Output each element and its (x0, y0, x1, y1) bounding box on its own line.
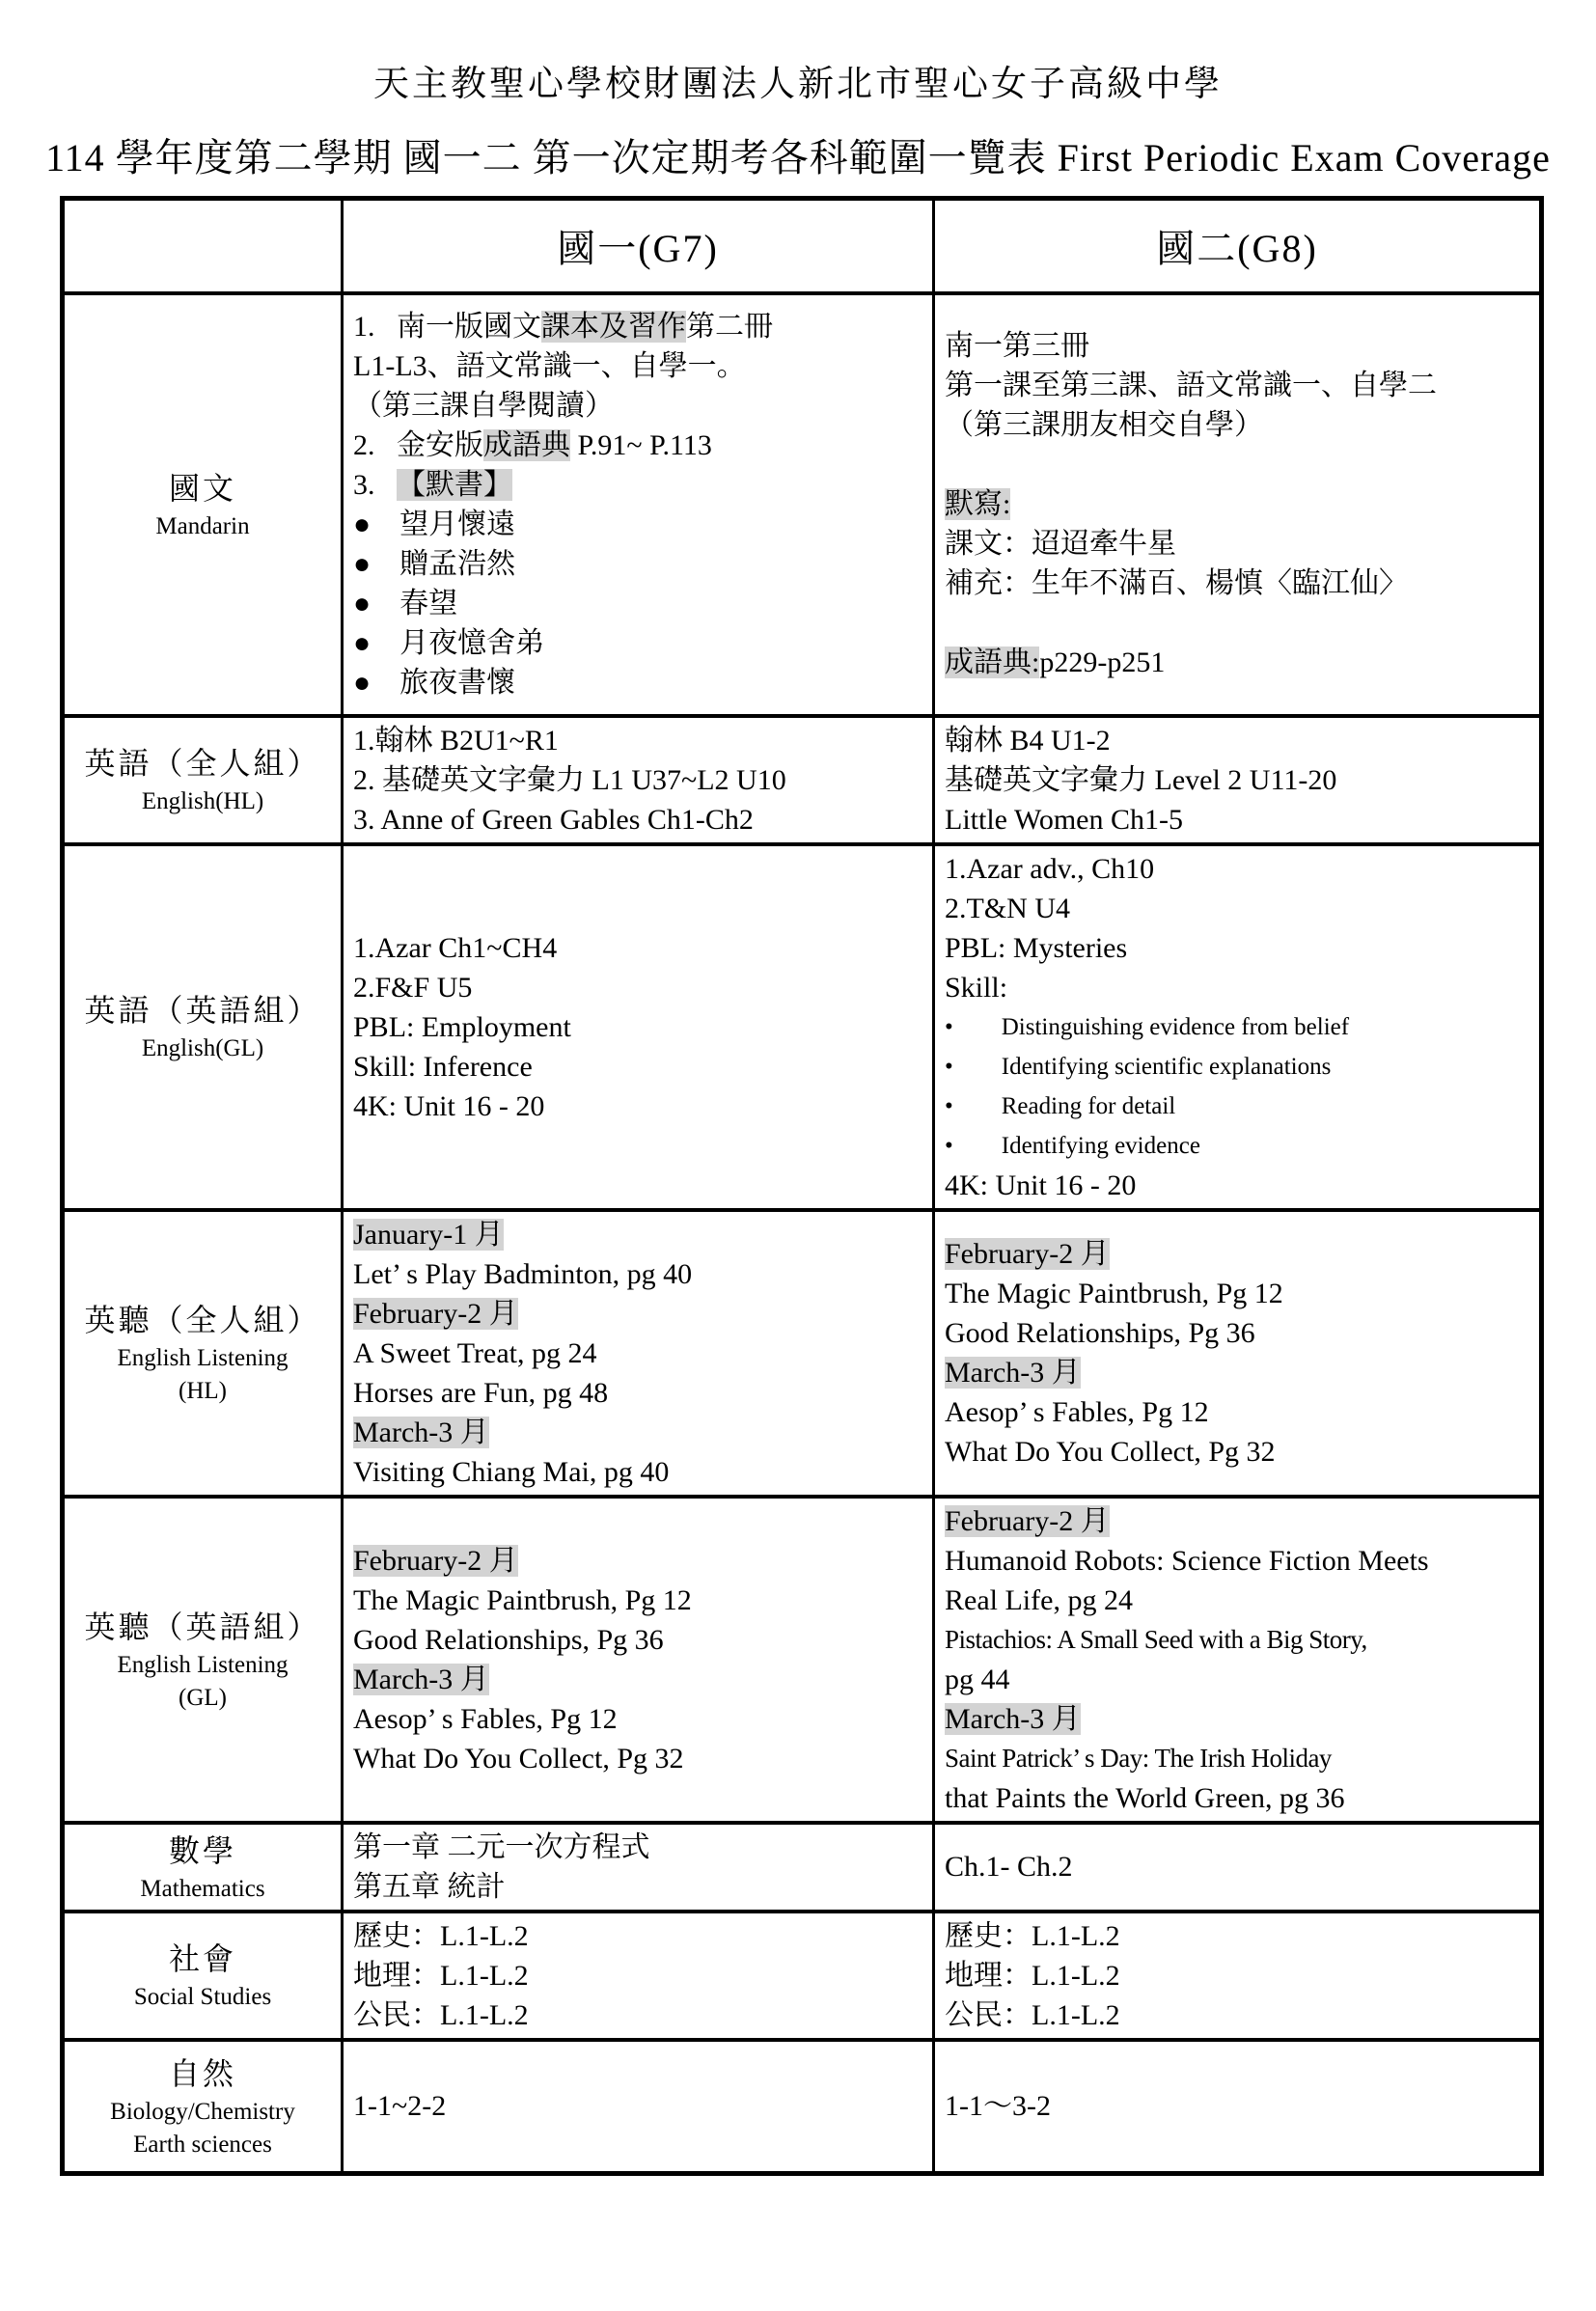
text-line (945, 643, 1529, 682)
text-line (353, 544, 922, 584)
text-line (353, 1699, 922, 1739)
text-segment: 1.翰林 B2U1~R1 (353, 724, 559, 757)
text-segment: 4K: Unit 16 - 20 (353, 1089, 545, 1122)
school-title: 天主教聖心學校財團法人新北市聖心女子高級中學 (373, 65, 1223, 104)
text-line (945, 2086, 1529, 2126)
subject-en-label: Earth sciences (133, 2131, 272, 2158)
subject-cell-english-gl (63, 844, 343, 1210)
text-segment: What Do You Collect, Pg 32 (945, 1436, 1276, 1468)
highlighted-text: March-3 月 (945, 1357, 1081, 1389)
text-segment: • Distinguishing evidence from belief (945, 1013, 1350, 1040)
cell-math-g8 (934, 1823, 1542, 1912)
text-line (945, 928, 1529, 968)
text-segment: ● 月夜憶舍弟 (353, 626, 545, 659)
text-segment: 4K: Unit 16 - 20 (945, 1169, 1137, 1201)
highlighted-text: January-1 月 (353, 1218, 504, 1251)
text-line (353, 426, 922, 465)
text-segment: 2. 基礎英文字彙力 L1 U37~L2 U10 (353, 763, 786, 796)
header-row (63, 199, 1542, 293)
subject-cell-science (63, 2040, 343, 2174)
text-segment: Ch.1- Ch.2 (945, 1851, 1073, 1883)
text-segment: 公民：L.1-L.2 (945, 1998, 1120, 2031)
text-line (353, 1047, 922, 1087)
subject-zh-label: 社會 (168, 1941, 236, 1976)
cell-mandarin-g8 (934, 293, 1542, 716)
highlighted-text: March-3 月 (945, 1702, 1081, 1735)
text-line (353, 721, 922, 760)
table-row-mandarin (63, 293, 1542, 716)
table-row-social (63, 1912, 1542, 2040)
subject-zh-label: 英語（英語組） (84, 993, 321, 1028)
text-line (945, 1087, 1529, 1126)
subject-cell-social (63, 1912, 343, 2040)
table-row-listening-gl (63, 1497, 1542, 1823)
text-segment: Visiting Chiang Mai, pg 40 (353, 1455, 670, 1488)
text-line (945, 484, 1529, 524)
cell-mandarin-g7 (343, 293, 934, 716)
text-segment: Humanoid Robots: Science Fiction Meets (945, 1544, 1429, 1577)
subject-en-label: Social Studies (133, 1984, 272, 2010)
text-line (353, 1294, 922, 1334)
subject-zh-label: 數學 (168, 1832, 236, 1868)
cell-english-hl-g8 (934, 716, 1542, 844)
subject-cell-listening-hl (63, 1210, 343, 1497)
text-segment: Skill: Inference (353, 1050, 533, 1083)
text-line (945, 1313, 1529, 1353)
text-line (353, 928, 922, 968)
highlighted-text: 【默書】 (397, 468, 512, 501)
text-segment: 3. (353, 468, 397, 501)
text-segment: Horses are Fun, pg 48 (353, 1376, 609, 1409)
cell-social-g8 (934, 1912, 1542, 2040)
text-line (353, 505, 922, 544)
text-line (353, 1660, 922, 1699)
text-segment: （第三課自學閱讀） (353, 389, 614, 422)
text-line (353, 584, 922, 623)
doc-title: 114 學年度第二學期 國一二 第一次定期考各科範圍一覽表 First Periodic Exam Coverage (45, 136, 1551, 179)
text-segment: Skill: (945, 971, 1008, 1004)
text-line (945, 1699, 1529, 1739)
subject-en-label: (GL) (179, 1684, 227, 1711)
table-row-science (63, 2040, 1542, 2174)
cell-science-g8 (934, 2040, 1542, 2174)
text-segment: 補充：生年不滿百、楊慎〈臨江仙〉 (945, 567, 1408, 599)
text-segment: 1. 南一版國文 (353, 310, 541, 343)
text-segment: 地理：L.1-L.2 (945, 1959, 1120, 1992)
subject-en-label: Biology/Chemistry (110, 2098, 295, 2125)
text-line (353, 1995, 922, 2035)
cell-listening-gl-g8 (934, 1497, 1542, 1823)
text-line (353, 968, 922, 1007)
text-segment: Let’ s Play Badminton, pg 40 (353, 1257, 693, 1290)
text-segment: Good Relationships, Pg 36 (945, 1317, 1255, 1349)
text-line (353, 307, 922, 346)
text-segment: 1-1～3-2 (945, 2090, 1051, 2123)
text-segment: 基礎英文字彙力 Level 2 U11-20 (945, 763, 1337, 796)
text-segment: ● 春望 (353, 587, 458, 619)
text-segment: PBL: Mysteries (945, 931, 1128, 964)
text-line (945, 968, 1529, 1007)
text-line (945, 1847, 1529, 1886)
subject-cell-math (63, 1823, 343, 1912)
text-line (945, 1581, 1529, 1620)
text-segment: The Magic Paintbrush, Pg 12 (353, 1583, 692, 1616)
text-segment: 2.T&N U4 (945, 892, 1070, 924)
text-line (945, 1432, 1529, 1472)
highlighted-text: March-3 月 (353, 1663, 489, 1695)
highlighted-text: February-2 月 (945, 1238, 1110, 1270)
text-segment: pg 44 (945, 1663, 1010, 1695)
text-segment: 翰林 B4 U1-2 (945, 724, 1111, 757)
text-segment: Little Women Ch1-5 (945, 803, 1184, 836)
text-segment: 南一第三冊 (945, 330, 1089, 362)
text-line (945, 1995, 1529, 2035)
text-segment: Real Life, pg 24 (945, 1583, 1133, 1616)
highlighted-text: 課本及習作 (541, 310, 686, 343)
highlighted-text: 成語典: (945, 647, 1040, 678)
text-segment: Good Relationships, Pg 36 (353, 1623, 664, 1656)
text-segment: 1.Azar adv., Ch10 (945, 852, 1155, 885)
text-line (353, 1620, 922, 1660)
text-segment: 歷史：L.1-L.2 (945, 1919, 1120, 1952)
text-segment: 3. Anne of Green Gables Ch1-Ch2 (353, 803, 754, 836)
text-line (353, 760, 922, 800)
highlighted-text: February-2 月 (945, 1504, 1110, 1537)
text-line (945, 603, 1529, 643)
text-segment: What Do You Collect, Pg 32 (353, 1742, 684, 1775)
text-segment: 歷史：L.1-L.2 (353, 1919, 529, 1952)
cell-listening-hl-g7 (343, 1210, 934, 1497)
text-line (353, 623, 922, 663)
text-line (945, 760, 1529, 800)
subject-zh-label: 自然 (168, 2055, 236, 2091)
text-line (945, 1778, 1529, 1818)
text-segment: Aesop’ s Fables, Pg 12 (945, 1396, 1209, 1428)
text-line (945, 721, 1529, 760)
highlighted-text: 成語典 (483, 428, 570, 461)
text-segment: p229-p251 (1039, 647, 1166, 678)
table-row-english-hl (63, 716, 1542, 844)
subject-en-label: English(HL) (141, 788, 264, 814)
text-segment: 地理：L.1-L.2 (353, 1959, 529, 1992)
text-line (945, 326, 1529, 366)
text-segment: ● 望月懷遠 (353, 508, 516, 540)
text-segment: Aesop’ s Fables, Pg 12 (353, 1702, 618, 1735)
text-segment: ● 贈孟浩然 (353, 547, 516, 580)
text-segment: Pistachios: A Small Seed with a Big Story, (945, 1624, 1367, 1654)
subject-zh-label: 國文 (168, 470, 236, 506)
header-g8: 國二(G8) (934, 199, 1542, 293)
highlighted-text: March-3 月 (353, 1416, 489, 1448)
text-segment: （第三課朋友相交自學） (945, 409, 1263, 441)
text-line (353, 1087, 922, 1126)
text-line (945, 1166, 1529, 1205)
subject-en-label: (HL) (179, 1378, 227, 1404)
cell-english-gl-g8 (934, 844, 1542, 1210)
text-line (945, 800, 1529, 839)
text-segment: 公民：L.1-L.2 (353, 1998, 529, 2031)
highlighted-text: 默寫: (945, 488, 1011, 520)
text-line (945, 1047, 1529, 1087)
subject-zh-label: 英聽（英語組） (84, 1609, 321, 1644)
text-segment: • Reading for detail (945, 1092, 1176, 1119)
text-segment: P.91~ P.113 (570, 428, 712, 461)
text-line (945, 1274, 1529, 1313)
cell-english-hl-g7 (343, 716, 934, 844)
cell-listening-gl-g7 (343, 1497, 934, 1823)
text-line (945, 1126, 1529, 1166)
cell-science-g7 (343, 2040, 934, 2174)
text-segment: that Paints the World Green, pg 36 (945, 1781, 1345, 1814)
subject-cell-mandarin (63, 293, 343, 716)
subject-zh-label: 英語（全人組） (84, 746, 321, 781)
header-g7: 國一(G7) (343, 199, 934, 293)
text-segment: 2. 金安版 (353, 428, 483, 461)
subject-en-label: Mandarin (155, 512, 250, 539)
cell-math-g7 (343, 1823, 934, 1912)
text-segment: Saint Patrick’ s Day: The Irish Holiday (945, 1743, 1332, 1773)
text-line (353, 1541, 922, 1581)
highlighted-text: February-2 月 (353, 1297, 518, 1330)
text-segment: The Magic Paintbrush, Pg 12 (945, 1278, 1283, 1309)
text-line (353, 1215, 922, 1254)
cell-social-g7 (343, 1912, 934, 2040)
text-line (353, 1867, 922, 1907)
text-line (353, 1007, 922, 1047)
text-segment: 1.Azar Ch1~CH4 (353, 931, 558, 964)
text-line (353, 1581, 922, 1620)
text-line (945, 1739, 1529, 1778)
text-line (945, 524, 1529, 564)
text-line (353, 1739, 922, 1778)
header-corner-cell (63, 199, 343, 293)
text-line (945, 564, 1529, 603)
subject-en-label: English(GL) (141, 1035, 264, 1061)
text-line (353, 1413, 922, 1452)
text-line (945, 1956, 1529, 1995)
text-line (945, 1541, 1529, 1581)
subject-cell-english-hl (63, 716, 343, 844)
table-row-english-gl (63, 844, 1542, 1210)
text-line (945, 445, 1529, 484)
text-line (945, 1234, 1529, 1274)
text-line (945, 1620, 1529, 1660)
text-line (945, 1501, 1529, 1541)
text-line (353, 800, 922, 839)
text-line (945, 889, 1529, 928)
text-segment: ● 旅夜書懷 (353, 666, 516, 699)
text-line (945, 1916, 1529, 1956)
text-segment: • Identifying evidence (945, 1132, 1200, 1159)
text-line (353, 1254, 922, 1294)
exam-coverage-table (60, 196, 1544, 2176)
table-row-listening-hl (63, 1210, 1542, 1497)
text-line (353, 663, 922, 702)
text-line (945, 849, 1529, 889)
text-line (945, 1007, 1529, 1047)
text-line (353, 1916, 922, 1956)
highlighted-text: February-2 月 (353, 1544, 518, 1577)
text-line (353, 1452, 922, 1492)
text-line (353, 465, 922, 505)
text-segment: 第一章 二元一次方程式 (353, 1830, 650, 1863)
text-line (353, 1373, 922, 1413)
text-line (353, 1956, 922, 1995)
text-segment: 第二冊 (686, 310, 773, 343)
text-segment: 第五章 統計 (353, 1870, 506, 1903)
text-segment: • Identifying scientific explanations (945, 1053, 1332, 1080)
subject-en-label: English Listening (117, 1345, 289, 1371)
table-row-math (63, 1823, 1542, 1912)
subject-zh-label: 英聽（全人組） (84, 1303, 321, 1337)
text-line (945, 1660, 1529, 1699)
text-line (353, 1828, 922, 1867)
text-segment: PBL: Employment (353, 1010, 571, 1043)
text-line (353, 346, 922, 386)
text-line (945, 366, 1529, 405)
cell-listening-hl-g8 (934, 1210, 1542, 1497)
subject-cell-listening-gl (63, 1497, 343, 1823)
text-line (945, 1353, 1529, 1392)
text-segment: 2.F&F U5 (353, 971, 473, 1004)
text-segment: 課文：迢迢牽牛星 (945, 528, 1176, 560)
subject-en-label: Mathematics (140, 1875, 265, 1902)
text-line (945, 405, 1529, 445)
text-line (353, 1334, 922, 1373)
cell-english-gl-g7 (343, 844, 934, 1210)
text-line (353, 2086, 922, 2126)
text-line (353, 386, 922, 426)
text-segment: A Sweet Treat, pg 24 (353, 1336, 597, 1369)
text-segment: L1-L3、語文常識一、自學一。 (353, 349, 746, 382)
text-segment: 1-1~2-2 (353, 2090, 447, 2123)
text-segment: 第一課至第三課、語文常識一、自學二 (945, 370, 1437, 401)
subject-en-label: English Listening (117, 1651, 289, 1678)
text-line (945, 1392, 1529, 1432)
